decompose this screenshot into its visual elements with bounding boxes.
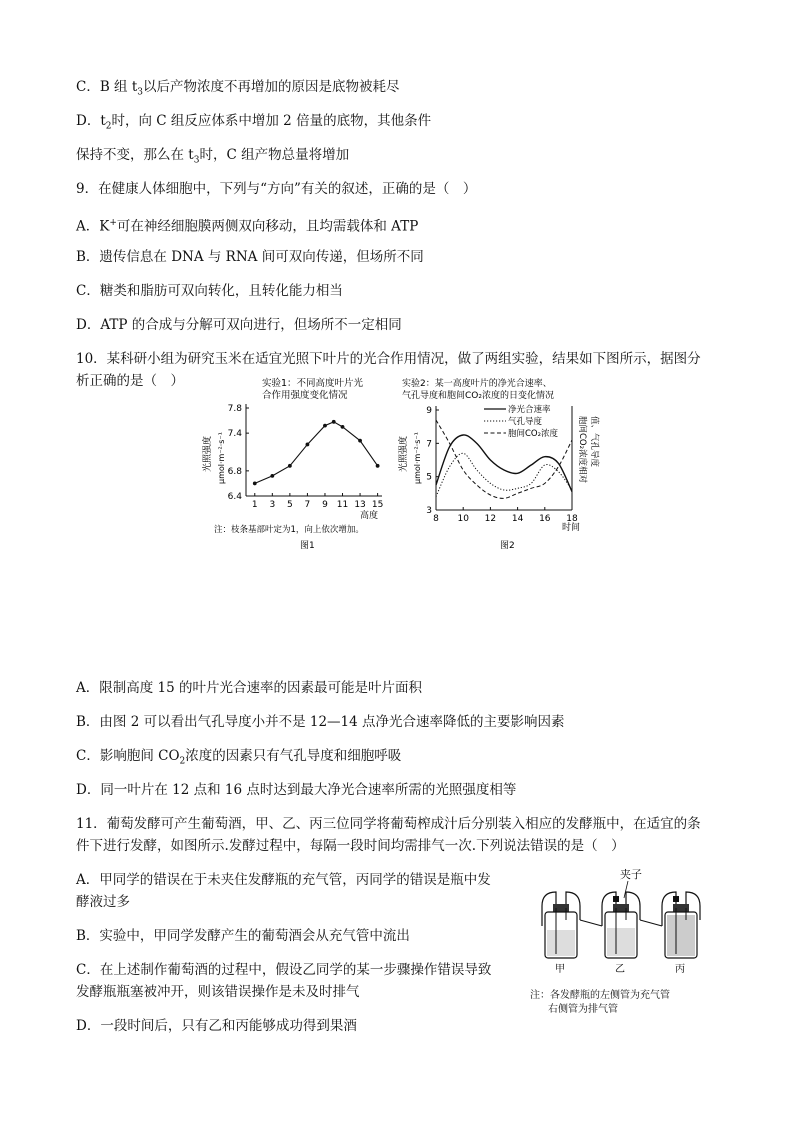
- clip-label: 夹子: [620, 868, 642, 881]
- fig1-x-tick-label: 5: [287, 500, 293, 510]
- fermentation-bottles-figure: [520, 864, 720, 984]
- bottle-jia: [542, 892, 580, 958]
- fig1-x-tick-label: 1: [251, 500, 258, 510]
- q11-stem-line2: 件下进行发酵，如图所示.发酵过程中，每隔一段时间均需排气一次.下列说法错误的是（ ）: [76, 838, 625, 854]
- fig1-title-line2: 合作用强度变化情况: [262, 390, 348, 401]
- q11-option-d: D．一段时间后，只有乙和丙能够成功得到果酒: [76, 1018, 357, 1034]
- fig2-x-tick-label: 18: [566, 514, 578, 524]
- fig1-data-point: [376, 464, 380, 468]
- q8-option-c: C．B 组 $t_3$以后产物浓度不再增加的原因是底物被耗尽: [76, 79, 400, 98]
- bottle-bing: [662, 892, 700, 958]
- figure-2-chart: [396, 372, 606, 552]
- fig2-legend: [484, 404, 559, 439]
- fig1-data-point: [323, 424, 327, 428]
- fig1-x-tick-label: 13: [354, 500, 366, 510]
- q11-option-a-line2: 酵液过多: [76, 894, 130, 910]
- fig2-y-tick-label: 3: [426, 506, 432, 516]
- bottle-pipe-link-2: [640, 920, 662, 926]
- bottle-label-yi: 乙: [615, 964, 625, 975]
- fig2-x-tick-label: 16: [539, 514, 551, 524]
- fig2-x-tick-label: 8: [433, 514, 439, 524]
- fig1-title-line1: 实验1：不同高度叶片光: [262, 378, 364, 389]
- fig2-x-tick-label: 10: [457, 514, 469, 524]
- legend-item-stomatal-conductance: 气孔导度: [508, 417, 543, 427]
- fig1-series-line: [255, 422, 378, 484]
- q9-option-d: D．ATP 的合成与分解可双向进行，但场所不一定相同: [76, 317, 402, 333]
- bottles-note-line1: 注：各发酵瓶的左侧管为充气管: [530, 990, 670, 1001]
- fig1-data-point: [306, 443, 310, 447]
- fig1-data-point: [288, 464, 292, 468]
- q10-option-b: B．由图 2 可以看出气孔导度小并不是 12—14 点净光合速率降低的主要影响因素: [76, 714, 565, 730]
- bottle-yi: [602, 892, 640, 958]
- bottles-note-line2: 右侧管为排气管: [548, 1004, 618, 1015]
- fig2-right-label-2: 值、气孔导度: [589, 416, 599, 468]
- fig2-y-tick-label: 5: [426, 472, 432, 483]
- fig2-series-net-photosynthesis: [436, 435, 572, 492]
- fig1-data-point: [332, 420, 336, 424]
- fig2-xlabel: 时间: [562, 523, 581, 533]
- q8-option-d: D．$t_2$时，向 C 组反应体系中增加 2 倍量的底物，其他条件: [76, 113, 432, 132]
- fig1-ylabel: 光照强度: [203, 435, 213, 472]
- bottle-label-jia: 甲: [555, 964, 565, 975]
- fig2-x-tick-label: 14: [511, 514, 524, 524]
- fig2-y-tick-label: 7: [426, 439, 432, 450]
- q9-option-a: A．K+可在神经细胞膜两侧双向移动，且均需载体和 ATP: [76, 218, 419, 235]
- fig1-data-point: [270, 474, 274, 478]
- fig1-x-tick-label: 3: [269, 500, 276, 510]
- fig2-x-tick-label: 12: [484, 514, 497, 524]
- q10-option-a: A．限制高度 15 的叶片光合速率的因素最可能是叶片面积: [76, 680, 423, 696]
- q11-option-a-line1: A．甲同学的错误在于未夹住发酵瓶的充气管，丙同学的错误是瓶中发: [76, 872, 491, 888]
- q9-option-b: B．遗传信息在 DNA 与 RNA 间可双向传递，但场所不同: [76, 249, 424, 265]
- fig1-caption: 图1: [300, 541, 315, 551]
- q9-option-c: C．糖类和脂肪可双向转化，且转化能力相当: [76, 283, 343, 299]
- fig2-title-line2: 气孔导度和胞间CO₂浓度的日变化情况: [402, 391, 554, 401]
- fig1-data-point: [253, 482, 257, 486]
- fig1-ylabel-unit: μmol·m⁻²·s⁻¹: [217, 432, 226, 484]
- figure-1-chart: [196, 372, 396, 552]
- fig2-title-line1: 实验2：某一高度叶片的净光合速率、: [402, 379, 552, 389]
- fig1-x-tick-label: 11: [336, 500, 349, 510]
- fig1-y-tick-label: 7.4: [227, 429, 242, 440]
- legend-item-intercellular-co2: 胞间CO₂浓度: [508, 429, 559, 439]
- fig1-note: 注：枝条基部叶定为1，向上依次增加。: [214, 525, 364, 535]
- fig1-data-point: [341, 425, 345, 429]
- q10-stem-line1: 10．某科研小组为研究玉米在适宜光照下叶片的光合作用情况，做了两组实验，结果如下图所示，据图分: [76, 351, 701, 367]
- fig2-y-tick-label: 9: [426, 406, 432, 416]
- q10-stem-line2: 析正确的是（ ）: [76, 373, 184, 389]
- q10-option-c: C．影响胞间 $CO_2$浓度的因素只有气孔导度和细胞呼吸: [76, 748, 402, 767]
- fig1-y-tick-label: 6.4: [227, 492, 242, 502]
- q11-option-c-line2: 发酵瓶瓶塞被冲开，则该错误操作是未及时排气: [76, 984, 360, 1000]
- bottle-label-bing: 丙: [675, 964, 685, 975]
- q11-stem-line1: 11．葡萄发酵可产生葡萄酒，甲、乙、丙三位同学将葡萄榨成汁后分别装入相应的发酵瓶中，在适宜的条: [76, 816, 701, 832]
- fig1-x-tick-label: 7: [304, 500, 311, 510]
- fig1-x-tick-label: 15: [371, 500, 384, 510]
- q11-option-b: B．实验中，甲同学发酵产生的葡萄酒会从充气管中流出: [76, 928, 410, 944]
- fig2-series-stomatal-conductance: [436, 453, 572, 496]
- q8-option-d-cont: 保持不变，那么在 $t_3$时，C 组产物总量将增加: [76, 147, 350, 166]
- legend-item-net-photosynthesis: 净光合速率: [508, 405, 551, 415]
- fig1-xlabel: 高度: [360, 511, 379, 521]
- q11-option-c-line1: C．在上述制作葡萄酒的过程中，假设乙同学的某一步骤操作错误导致: [76, 962, 492, 978]
- fig2-caption: 图2: [500, 541, 515, 551]
- fig1-data-point: [358, 439, 362, 443]
- bottle-pipe-link-1: [580, 920, 602, 926]
- q10-option-d: D．同一叶片在 12 点和 16 点时达到最大净光合速率所需的光照强度相等: [76, 782, 517, 798]
- fig1-y-tick-label: 6.8: [227, 466, 242, 477]
- fig1-x-tick-label: 9: [322, 500, 328, 510]
- q9-stem: 9．在健康人体细胞中，下列与“方向”有关的叙述，正确的是（ ）: [76, 181, 477, 197]
- fig2-right-label-1: 胞间CO₂浓度相对: [577, 416, 587, 484]
- fig2-ylabel-unit: μmol·m⁻²·s⁻¹: [413, 432, 422, 484]
- fig1-y-tick-label: 7.8: [227, 404, 242, 414]
- fig2-ylabel: 光照强度: [399, 435, 409, 472]
